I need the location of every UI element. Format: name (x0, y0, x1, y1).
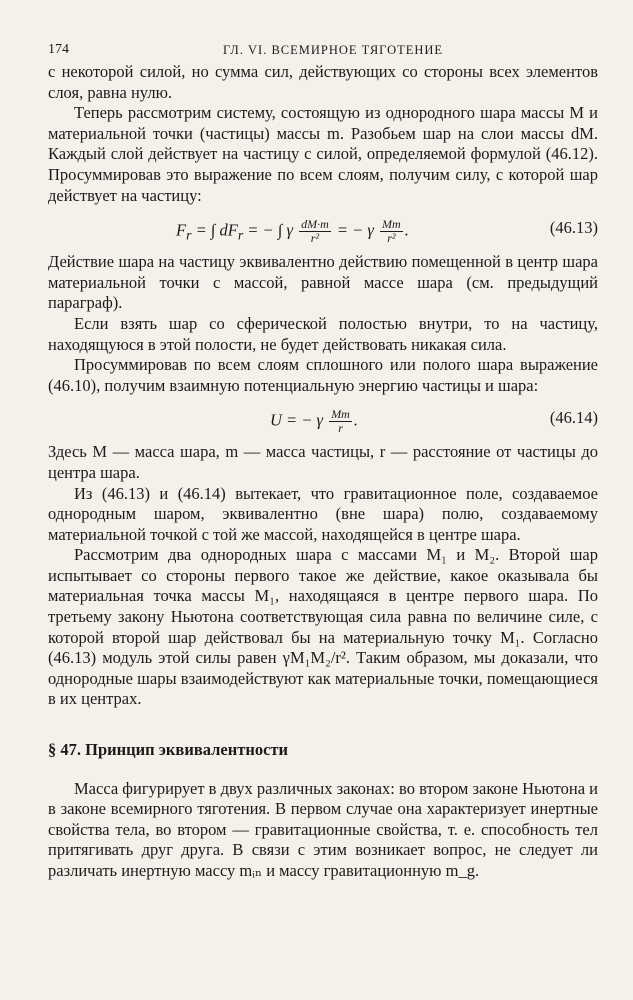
paragraph-two-spheres: Рассмотрим два однородных шара с массами M₁ и M₂. Второй шар испытывает со стороны первого такое же действие, какое оказывала бы материальная точка массы M₁, находящаяся в центре первого шара. По третьему закону Ньютона соответствующая сила равна по величине силе, с которой второй шар действовал бы на материальную точку M₁. Согласно (46.13) модуль этой силы равен γM₁M₂/r². Таким образом, мы доказали, что однородные шары взаимодействуют как материальные точки, помещающиеся в их центрах. (48, 545, 598, 709)
book-page (48, 36, 598, 882)
fraction: $\frac{Mm}{r}$ (331, 407, 350, 436)
paragraph-equivalence: Действие шара на частицу эквивалентно действию помещенной в центр шара материальной точки с массой, равной массе шара (см. предыдущий параграф). (48, 252, 598, 313)
equation-46-14 (48, 396, 598, 442)
paragraph-energy: Просуммировав по всем слоям сплошного или полого шара выражение (46.10), получим взаимную потенциальную энергию частицы и шара: (48, 355, 598, 395)
chapter-title: ГЛ. VI. ВСЕМИРНОЕ ТЯГОТЕНИЕ (223, 43, 444, 57)
paragraph-field: Из (46.13) и (46.14) вытекает, что гравитационное поле, создаваемое однородным шаром, эквивалентно (вне шара) полю, создаваемому материальной точкой с той же массой, находящейся в центре шара. (48, 483, 598, 544)
fraction: $\frac{dM\cdot m}{\text{r²}}$ (301, 217, 329, 246)
fraction: $\frac{Mm}{\text{r²}}$ (382, 217, 401, 246)
equation-expression: $F_r$ = ∫ $dF_r$ = − ∫ γ $\frac{dM\cdot m}{\text{r²}}$ = − γ $\frac{Mm}{\text{r²}}$ . (176, 217, 409, 246)
equation-number: (46.14) (549, 408, 598, 428)
paragraph-continuation: с некоторой силой, но сумма сил, действующих со стороны всех элементов слоя, равна нулю. (48, 62, 598, 102)
paragraph-system: Теперь рассмотрим систему, состоящую из однородного шара массы M и материальной точки (частицы) массы m. Разобьем шар на слои массы dM. Каждый слой действует на частицу с силой, определяемой формулой (46.12). Просуммировав это выражение по всем слоям, получим силу, с которой шар действует на частицу: (48, 103, 598, 205)
paragraph-cavity: Если взять шар со сферической полостью внутри, то на частицу, находящуюся в этой полости, не будет действовать никакая сила. (48, 313, 598, 354)
equation-46-13 (48, 206, 598, 252)
page-number: 174 (48, 42, 69, 57)
section-heading: § 47. Принцип эквивалентности (48, 740, 289, 760)
equation-expression: U = − γ $\frac{Mm}{r}$ . (270, 407, 358, 436)
equation-number: (46.13) (549, 218, 598, 238)
paragraph-mass: Масса фигурирует в двух различных законах: во втором законе Ньютона и в законе всемирного тяготения. В первом случае она характеризует инертные свойства тела, во втором — гравитационные свойства, т. е. способность тел притягивать друг друга. В связи с этим возникает вопрос, не следует ли различать инертную массу mᵢₙ и массу гравитационную m_g. (48, 778, 598, 880)
running-header (48, 36, 598, 62)
paragraph-definitions: Здесь M — масса шара, m — масса частицы, r — расстояние от частицы до центра шара. (48, 442, 598, 482)
